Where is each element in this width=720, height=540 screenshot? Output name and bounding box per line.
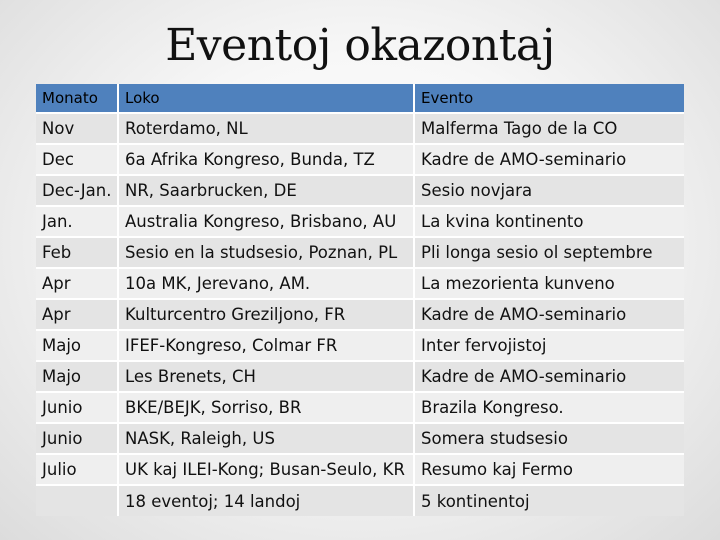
cell-month [36,485,118,516]
cell-month: Nov [36,113,118,144]
cell-month: Apr [36,299,118,330]
table-row [36,485,684,516]
cell-location: UK kaj ILEI-Kong; Busan-Seulo, KR [118,454,414,485]
cell-event: Sesio novjara [414,175,684,206]
table-row [36,206,684,237]
table-row [36,237,684,268]
cell-event: Kadre de AMO-seminario [414,361,684,392]
cell-event: Resumo kaj Fermo [414,454,684,485]
cell-event: Pli longa sesio ol septembre [414,237,684,268]
cell-month: Junio [36,423,118,454]
cell-month: Dec [36,144,118,175]
table-row [36,268,684,299]
cell-location: Kulturcentro Greziljono, FR [118,299,414,330]
cell-location: BKE/BEJK, Sorriso, BR [118,392,414,423]
events-table [36,84,684,516]
cell-event: La kvina kontinento [414,206,684,237]
cell-event: Somera studsesio [414,423,684,454]
cell-month: Dec-Jan. [36,175,118,206]
cell-location: IFEF-Kongreso, Colmar FR [118,330,414,361]
cell-month: Jan. [36,206,118,237]
cell-month: Julio [36,454,118,485]
table-row [36,392,684,423]
table-row [36,330,684,361]
table-row [36,175,684,206]
table-row [36,361,684,392]
cell-location: Les Brenets, CH [118,361,414,392]
slide-title: Eventoj okazontaj [165,20,555,71]
cell-location: 18 eventoj; 14 landoj [118,485,414,516]
cell-event: Malferma Tago de la CO [414,113,684,144]
cell-month: Majo [36,361,118,392]
table-row [36,454,684,485]
header-event: Evento [414,84,684,113]
cell-event: Kadre de AMO-seminario [414,299,684,330]
header-location: Loko [118,84,414,113]
table-row [36,144,684,175]
table-body [36,113,684,516]
cell-location: Sesio en la studsesio, Poznan, PL [118,237,414,268]
cell-month: Junio [36,392,118,423]
table-row [36,423,684,454]
cell-month: Apr [36,268,118,299]
cell-location: NASK, Raleigh, US [118,423,414,454]
cell-event: 5 kontinentoj [414,485,684,516]
cell-event: Brazila Kongreso. [414,392,684,423]
table-row [36,113,684,144]
table-header-row [36,84,684,113]
cell-event: Kadre de AMO-seminario [414,144,684,175]
header-month: Monato [36,84,118,113]
cell-location: 10a MK, Jerevano, AM. [118,268,414,299]
table-row [36,299,684,330]
cell-month: Feb [36,237,118,268]
cell-location: Roterdamo, NL [118,113,414,144]
cell-event: La mezorienta kunveno [414,268,684,299]
cell-location: NR, Saarbrucken, DE [118,175,414,206]
cell-month: Majo [36,330,118,361]
cell-event: Inter fervojistoj [414,330,684,361]
cell-location: 6a Afrika Kongreso, Bunda, TZ [118,144,414,175]
cell-location: Australia Kongreso, Brisbano, AU [118,206,414,237]
